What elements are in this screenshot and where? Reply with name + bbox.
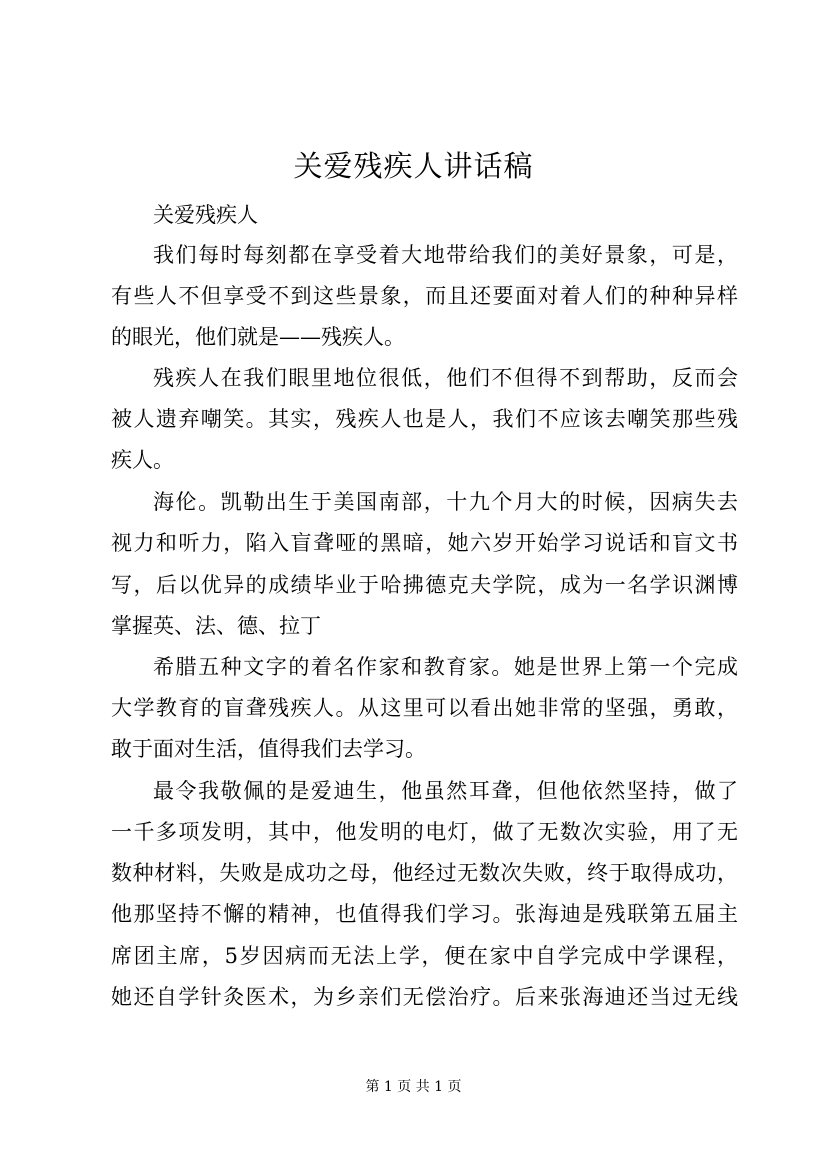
paragraph-line: 一千多项发明，其中，他发明的电灯，做了无数次实验，用了无 — [111, 820, 738, 844]
paragraph-line: 疾人。 — [111, 448, 174, 472]
paragraph-line: 数种材料，失败是成功之母，他经过无数次失败，终于取得成功， — [111, 861, 738, 885]
paragraph-line: 敢于面对生活，值得我们去学习。 — [111, 737, 426, 761]
paragraph-line: 残疾人在我们眼里地位很低，他们不但得不到帮助，反而会 — [153, 366, 738, 390]
paragraph-line: 写，后以优异的成绩毕业于哈拂德克夫学院，成为一名学识渊博 — [111, 573, 738, 597]
paragraph-line: 海伦。凯勒出生于美国南部，十九个月大的时候，因病失去 — [153, 490, 738, 514]
paragraph-line: 大学教育的盲聋残疾人。从这里可以看出她非常的坚强，勇敢， — [111, 696, 738, 720]
paragraph-line: 席团主席，5岁因病而无法上学，便在家中自学完成中学课程， — [111, 944, 738, 968]
paragraph-line: 她还自学针灸医术，为乡亲们无偿治疗。后来张海迪还当过无线 — [111, 985, 738, 1009]
paragraph-line: 希腊五种文字的着名作家和教育家。她是世界上第一个完成 — [153, 655, 738, 679]
paragraph-line: 视力和听力，陷入盲聋哑的黑暗，她六岁开始学习说话和盲文书 — [111, 531, 738, 555]
paragraph-line: 最令我敬佩的是爱迪生，他虽然耳聋，但他依然坚持，做了 — [153, 779, 738, 803]
paragraph-line: 被人遗弃嘲笑。其实，残疾人也是人，我们不应该去嘲笑那些残 — [111, 407, 738, 431]
page-number-footer: 第 1 页 共 1 页 — [365, 1079, 462, 1095]
paragraph-line: 有些人不但享受不到这些景象，而且还要面对着人们的种种异样 — [111, 284, 738, 308]
paragraph-line: 我们每时每刻都在享受着大地带给我们的美好景象，可是， — [153, 243, 738, 267]
document-subtitle: 关爱残疾人 — [153, 203, 258, 227]
paragraph-line: 的眼光，他们就是——残疾人。 — [111, 325, 405, 349]
paragraph-line: 他那坚持不懈的精神，也值得我们学习。张海迪是残联第五届主 — [111, 902, 738, 926]
document-title: 关爱残疾人讲话稿 — [293, 149, 534, 183]
paragraph-line: 掌握英、法、德、拉丁 — [111, 614, 321, 638]
